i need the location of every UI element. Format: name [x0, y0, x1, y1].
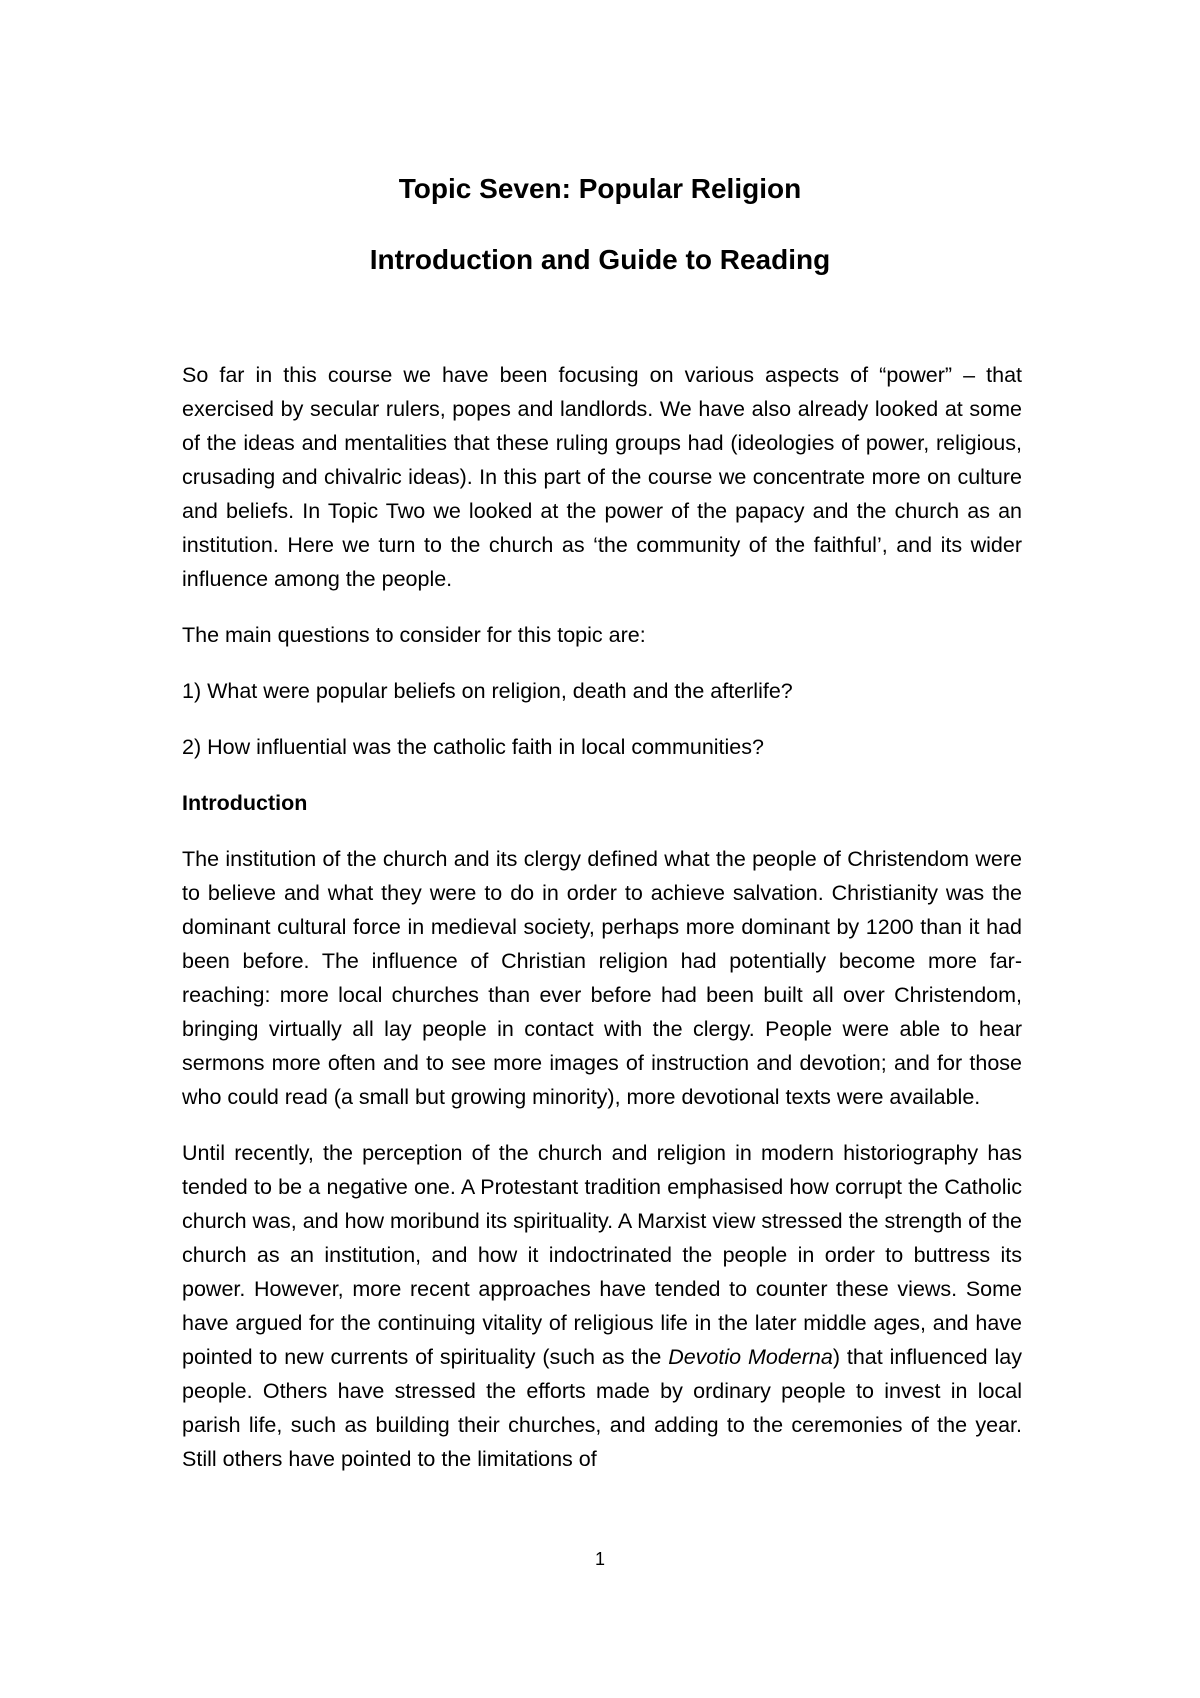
paragraph-historiography-text: ) that influenced lay people. Others have stressed the efforts made by ordinary people to invest in local parish life, such as building their churches, and adding to the ceremonies of the year. Still others have pointed to the limitations of [182, 1345, 1022, 1471]
page-number: 1 [594, 1549, 605, 1569]
questions-intro: The main questions to consider for this topic are: [182, 623, 646, 647]
document-title: Topic Seven: Popular Religion [398, 173, 802, 204]
document-subtitle: Introduction and Guide to Reading [369, 244, 831, 275]
document-body [182, 358, 1022, 1476]
section-heading: Introduction [182, 791, 308, 815]
paragraph-historiography [182, 1136, 1022, 1476]
paragraph-historiography-text: Until recently, the perception of the church and religion in modern historiography has tended to be a negative one. A Protestant tradition emphasised how corrupt the Catholic church was, and how moribund its spirituality. A Marxist view stressed the strength of the church as an institution, and how it indoctrinated the people in order to buttress its power. However, more recent approaches have tended to counter these views. Some have argued for the continuing vitality of religious life in the later middle ages, and have pointed to new currents of spirituality (such as the [182, 1141, 1022, 1369]
paragraph-institution: The institution of the church and its clergy defined what the people of Christendom were to believe and what they were to do in order to achieve salvation. Christianity was the dominant cultural force in medieval society, perhaps more dominant by 1200 than it had been before. The influence of Christian religion had potentially become more far-reaching: more local churches than ever before had been built all over Christendom, bringing virtually all lay people in contact with the clergy. People were able to hear sermons more often and to see more images of instruction and devotion; and for those who could read (a small but growing minority), more devotional texts were available. [182, 847, 1022, 1109]
question-item: 1) What were popular beliefs on religion, death and the afterlife? [182, 679, 793, 703]
intro-paragraph: So far in this course we have been focusing on various aspects of “power” – that exercised by secular rulers, popes and landlords. We have also already looked at some of the ideas and mentalities that these ruling groups had (ideologies of power, religious, crusading and chivalric ideas). In this part of the course we concentrate more on culture and beliefs. In Topic Two we looked at the power of the papacy and the church as an institution. Here we turn to the church as ‘the community of the faithful’, and its wider influence among the people. [182, 363, 1022, 591]
devotio-moderna-term: Devotio Moderna [668, 1345, 833, 1369]
question-item: 2) How influential was the catholic faith in local communities? [182, 735, 764, 759]
